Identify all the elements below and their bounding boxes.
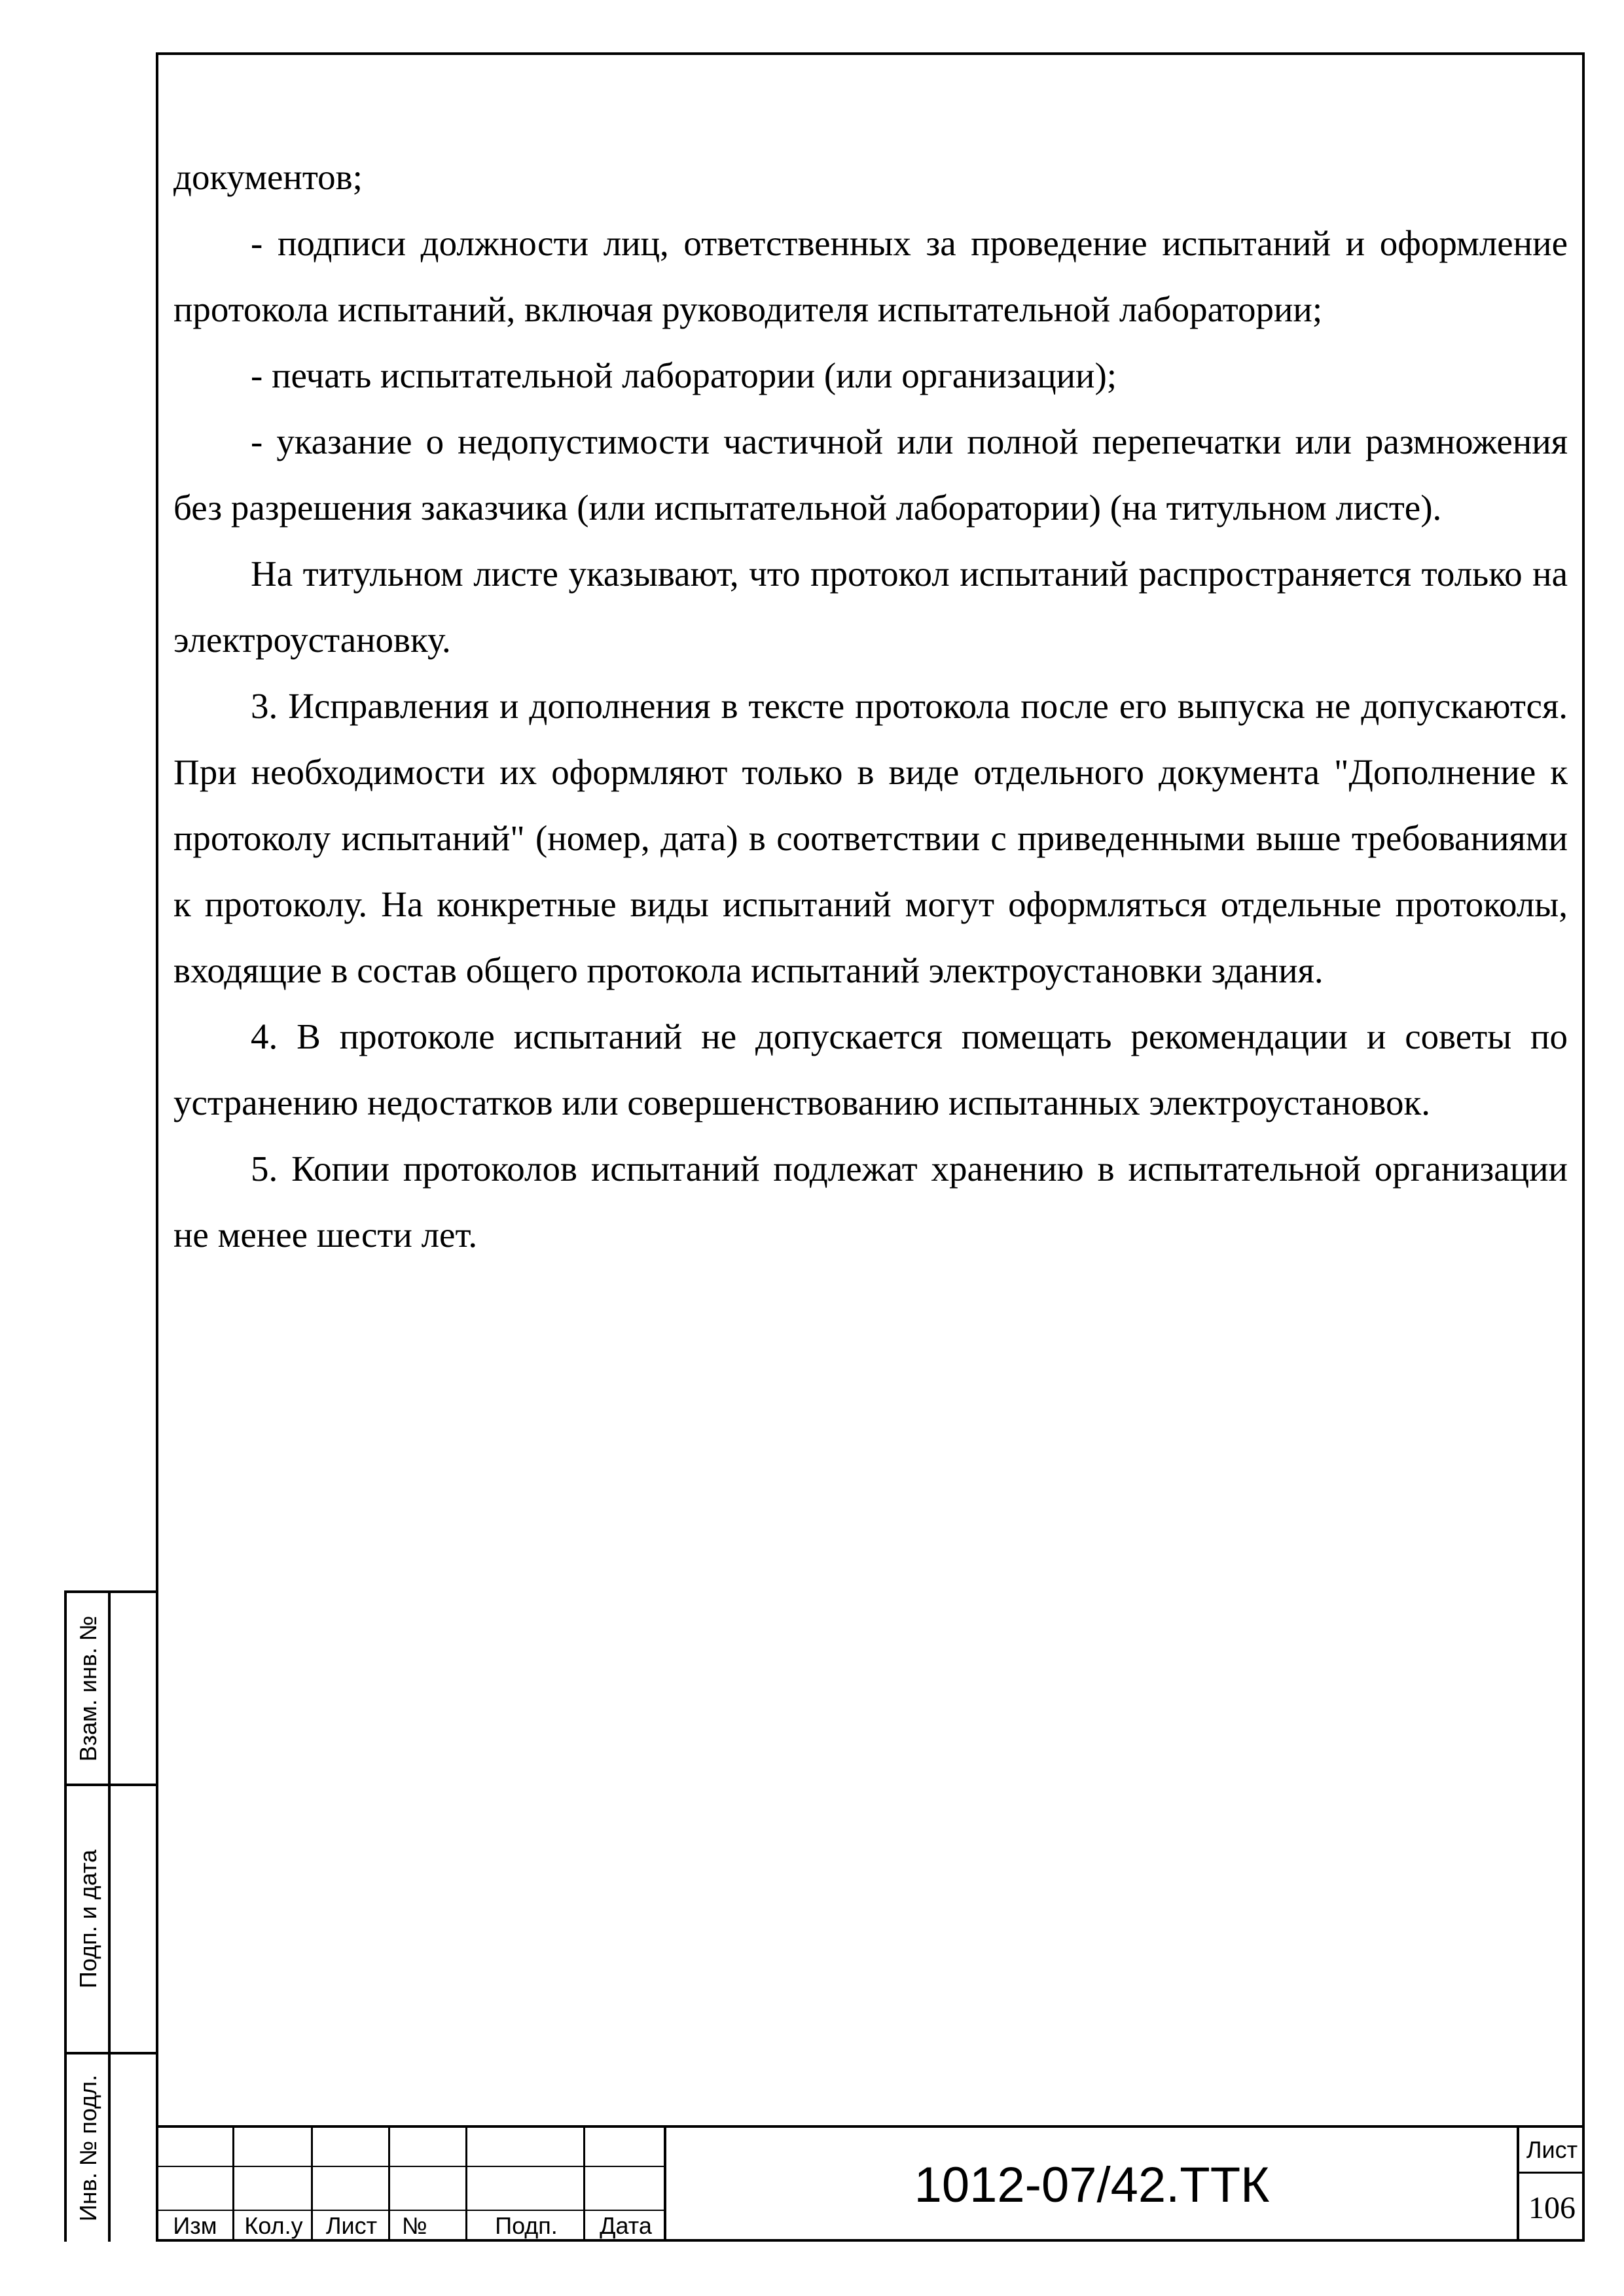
column-header-count: Кол.у: [244, 2212, 303, 2239]
sheet-number: 106: [1528, 2190, 1576, 2225]
paragraph-2: - подписи должности лиц, ответственных за проведение испытаний и оформление протокола испытаний, включая руководителя испытательной лаборатории;: [173, 223, 1568, 329]
paragraph-8: 5. Копии протоколов испытаний подлежат хранению в испытательной организации не менее шести лет.: [173, 1149, 1568, 1255]
side-cell-signature-date: [67, 1786, 156, 2054]
sheet-label: Лист: [1519, 2128, 1585, 2174]
paragraph-7: 4. В протоколе испытаний не допускается помещать рекомендации и советы по устранению недостатков или совершенствованию испытанных электроустановок.: [173, 1016, 1568, 1122]
side-label-inventory: Инв. № подл.: [75, 2074, 101, 2222]
paragraph-1: документов;: [173, 157, 363, 197]
paragraph-4: - указание о недопустимости частичной или полной перепечатки или размножения без разрешения заказчика (или испытательной лаборатории) (на титульном листе).: [173, 422, 1568, 528]
title-block: [156, 2125, 1585, 2242]
sheet-box: [1517, 2128, 1585, 2242]
column-header-sheet: Лист: [325, 2212, 378, 2239]
column-header-date: Дата: [600, 2212, 652, 2239]
paragraph-5: На титульном листе указывают, что протокол испытаний распространяется только на электроустановку.: [173, 554, 1568, 660]
side-label-replacement: Взам. инв. №: [75, 1615, 101, 1762]
column-header-signature: Подп.: [495, 2212, 558, 2239]
document-code: 1012-07/42.ТТК: [914, 2157, 1270, 2213]
column-header-number: №: [402, 2212, 427, 2239]
column-header-change: Изм: [173, 2212, 217, 2239]
side-cell-replacement: [67, 1593, 156, 1786]
side-label-signature-date: Подп. и дата: [75, 1849, 101, 1989]
side-cell-inventory: [67, 2054, 156, 2242]
paragraph-3: - печать испытательной лаборатории (или организации);: [251, 355, 1117, 395]
revision-grid: [156, 2128, 666, 2242]
side-stamp: [64, 1590, 156, 2242]
document-body: [173, 144, 1568, 1268]
paragraph-6: 3. Исправления и дополнения в тексте протокола после его выпуска не допускаются. При необходимости их оформляют только в виде отдельного документа "Дополнение к протоколу испытаний" (номер, дата) в соответствии с приведенными выше требованиями к протоколу. На конкретные виды испытаний могут оформляться отдельные протоколы, входящие в состав общего протокола испытаний электроустановки здания.: [173, 686, 1568, 990]
